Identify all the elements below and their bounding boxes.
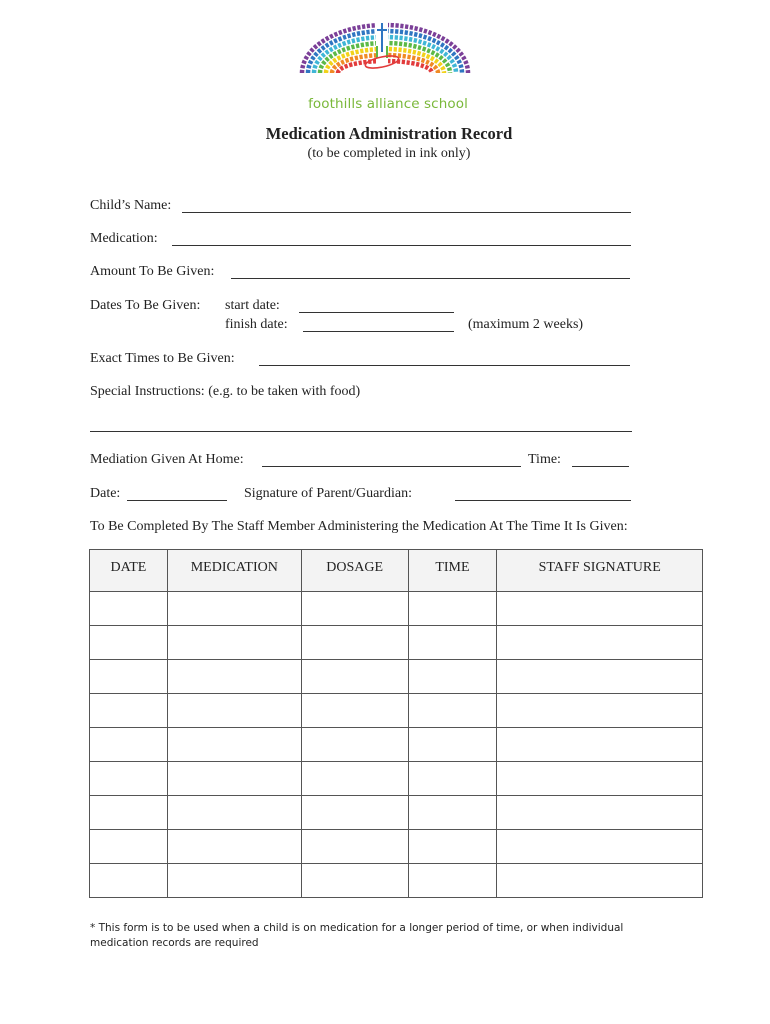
finish-date-label: finish date: (225, 317, 288, 332)
given-at-home-label: Mediation Given At Home: (90, 452, 244, 467)
table-row (90, 694, 703, 728)
cell-medication[interactable] (167, 728, 301, 762)
cell-time[interactable] (408, 592, 497, 626)
school-logo (290, 18, 480, 112)
date-field[interactable] (127, 500, 227, 501)
table-row (90, 728, 703, 762)
medication-label: Medication: (90, 231, 158, 246)
school-name: foothills alliance school (308, 96, 468, 112)
cell-staff-signature[interactable] (497, 864, 703, 898)
rainbow-cross-logo-icon (290, 18, 480, 98)
staff-section-heading: To Be Completed By The Staff Member Administering the Medication At The Time It Is Given: (90, 519, 628, 534)
start-date-field[interactable] (299, 312, 454, 313)
column-header-medication: MEDICATION (167, 550, 301, 592)
cell-medication[interactable] (167, 592, 301, 626)
cell-time[interactable] (408, 694, 497, 728)
cell-medication[interactable] (167, 660, 301, 694)
cell-date[interactable] (90, 592, 168, 626)
finish-date-field[interactable] (303, 331, 454, 332)
date-label: Date: (90, 486, 121, 501)
cell-date[interactable] (90, 864, 168, 898)
cell-date[interactable] (90, 694, 168, 728)
medication-log-table (89, 549, 703, 898)
cell-dosage[interactable] (301, 592, 408, 626)
table-row (90, 830, 703, 864)
table-row (90, 796, 703, 830)
table-row (90, 592, 703, 626)
medication-field[interactable] (172, 245, 631, 246)
cell-staff-signature[interactable] (497, 694, 703, 728)
signature-field[interactable] (455, 500, 631, 501)
special-instructions-field[interactable] (90, 431, 632, 432)
column-header-date: DATE (90, 550, 168, 592)
signature-label: Signature of Parent/Guardian: (244, 486, 412, 501)
cell-medication[interactable] (167, 762, 301, 796)
special-instructions-label: Special Instructions: (e.g. to be taken with food) (90, 384, 361, 399)
cell-dosage[interactable] (301, 796, 408, 830)
cell-staff-signature[interactable] (497, 660, 703, 694)
cell-time[interactable] (408, 626, 497, 660)
table-header-row (90, 550, 703, 592)
childs-name-label: Child’s Name: (90, 198, 172, 213)
cell-dosage[interactable] (301, 864, 408, 898)
cell-date[interactable] (90, 796, 168, 830)
cell-time[interactable] (408, 728, 497, 762)
time-label: Time: (528, 452, 561, 467)
form-title: Medication Administration Record (265, 124, 513, 143)
start-date-label: start date: (225, 298, 280, 313)
time-field[interactable] (572, 466, 629, 467)
cell-staff-signature[interactable] (497, 592, 703, 626)
table-row (90, 762, 703, 796)
cell-date[interactable] (90, 762, 168, 796)
given-at-home-field[interactable] (262, 466, 521, 467)
childs-name-field[interactable] (182, 212, 631, 213)
exact-times-label: Exact Times to Be Given: (90, 351, 235, 366)
cell-staff-signature[interactable] (497, 728, 703, 762)
cell-dosage[interactable] (301, 660, 408, 694)
cell-dosage[interactable] (301, 830, 408, 864)
cell-staff-signature[interactable] (497, 830, 703, 864)
amount-field[interactable] (231, 278, 630, 279)
column-header-dosage: DOSAGE (301, 550, 408, 592)
cell-dosage[interactable] (301, 762, 408, 796)
column-header-staff-signature: STAFF SIGNATURE (497, 550, 703, 592)
cell-time[interactable] (408, 864, 497, 898)
table-row (90, 626, 703, 660)
cell-medication[interactable] (167, 626, 301, 660)
cell-date[interactable] (90, 626, 168, 660)
cell-time[interactable] (408, 762, 497, 796)
cell-staff-signature[interactable] (497, 762, 703, 796)
cell-time[interactable] (408, 796, 497, 830)
column-header-time: TIME (408, 550, 497, 592)
form-subtitle: (to be completed in ink only) (307, 146, 471, 161)
exact-times-field[interactable] (259, 365, 630, 366)
dates-label: Dates To Be Given: (90, 298, 201, 313)
cell-medication[interactable] (167, 864, 301, 898)
cell-medication[interactable] (167, 796, 301, 830)
table-row (90, 864, 703, 898)
footnote: * This form is to be used when a child is on medication for a longer period of time, or when individual medication records are required (90, 922, 624, 949)
cell-time[interactable] (408, 830, 497, 864)
maximum-note: (maximum 2 weeks) (468, 317, 584, 332)
cell-medication[interactable] (167, 830, 301, 864)
cell-staff-signature[interactable] (497, 796, 703, 830)
table-row (90, 660, 703, 694)
cell-time[interactable] (408, 660, 497, 694)
cell-dosage[interactable] (301, 694, 408, 728)
amount-label: Amount To Be Given: (90, 264, 215, 279)
cell-dosage[interactable] (301, 728, 408, 762)
cell-dosage[interactable] (301, 626, 408, 660)
cell-date[interactable] (90, 830, 168, 864)
cell-staff-signature[interactable] (497, 626, 703, 660)
cell-date[interactable] (90, 728, 168, 762)
cell-medication[interactable] (167, 694, 301, 728)
cell-date[interactable] (90, 660, 168, 694)
